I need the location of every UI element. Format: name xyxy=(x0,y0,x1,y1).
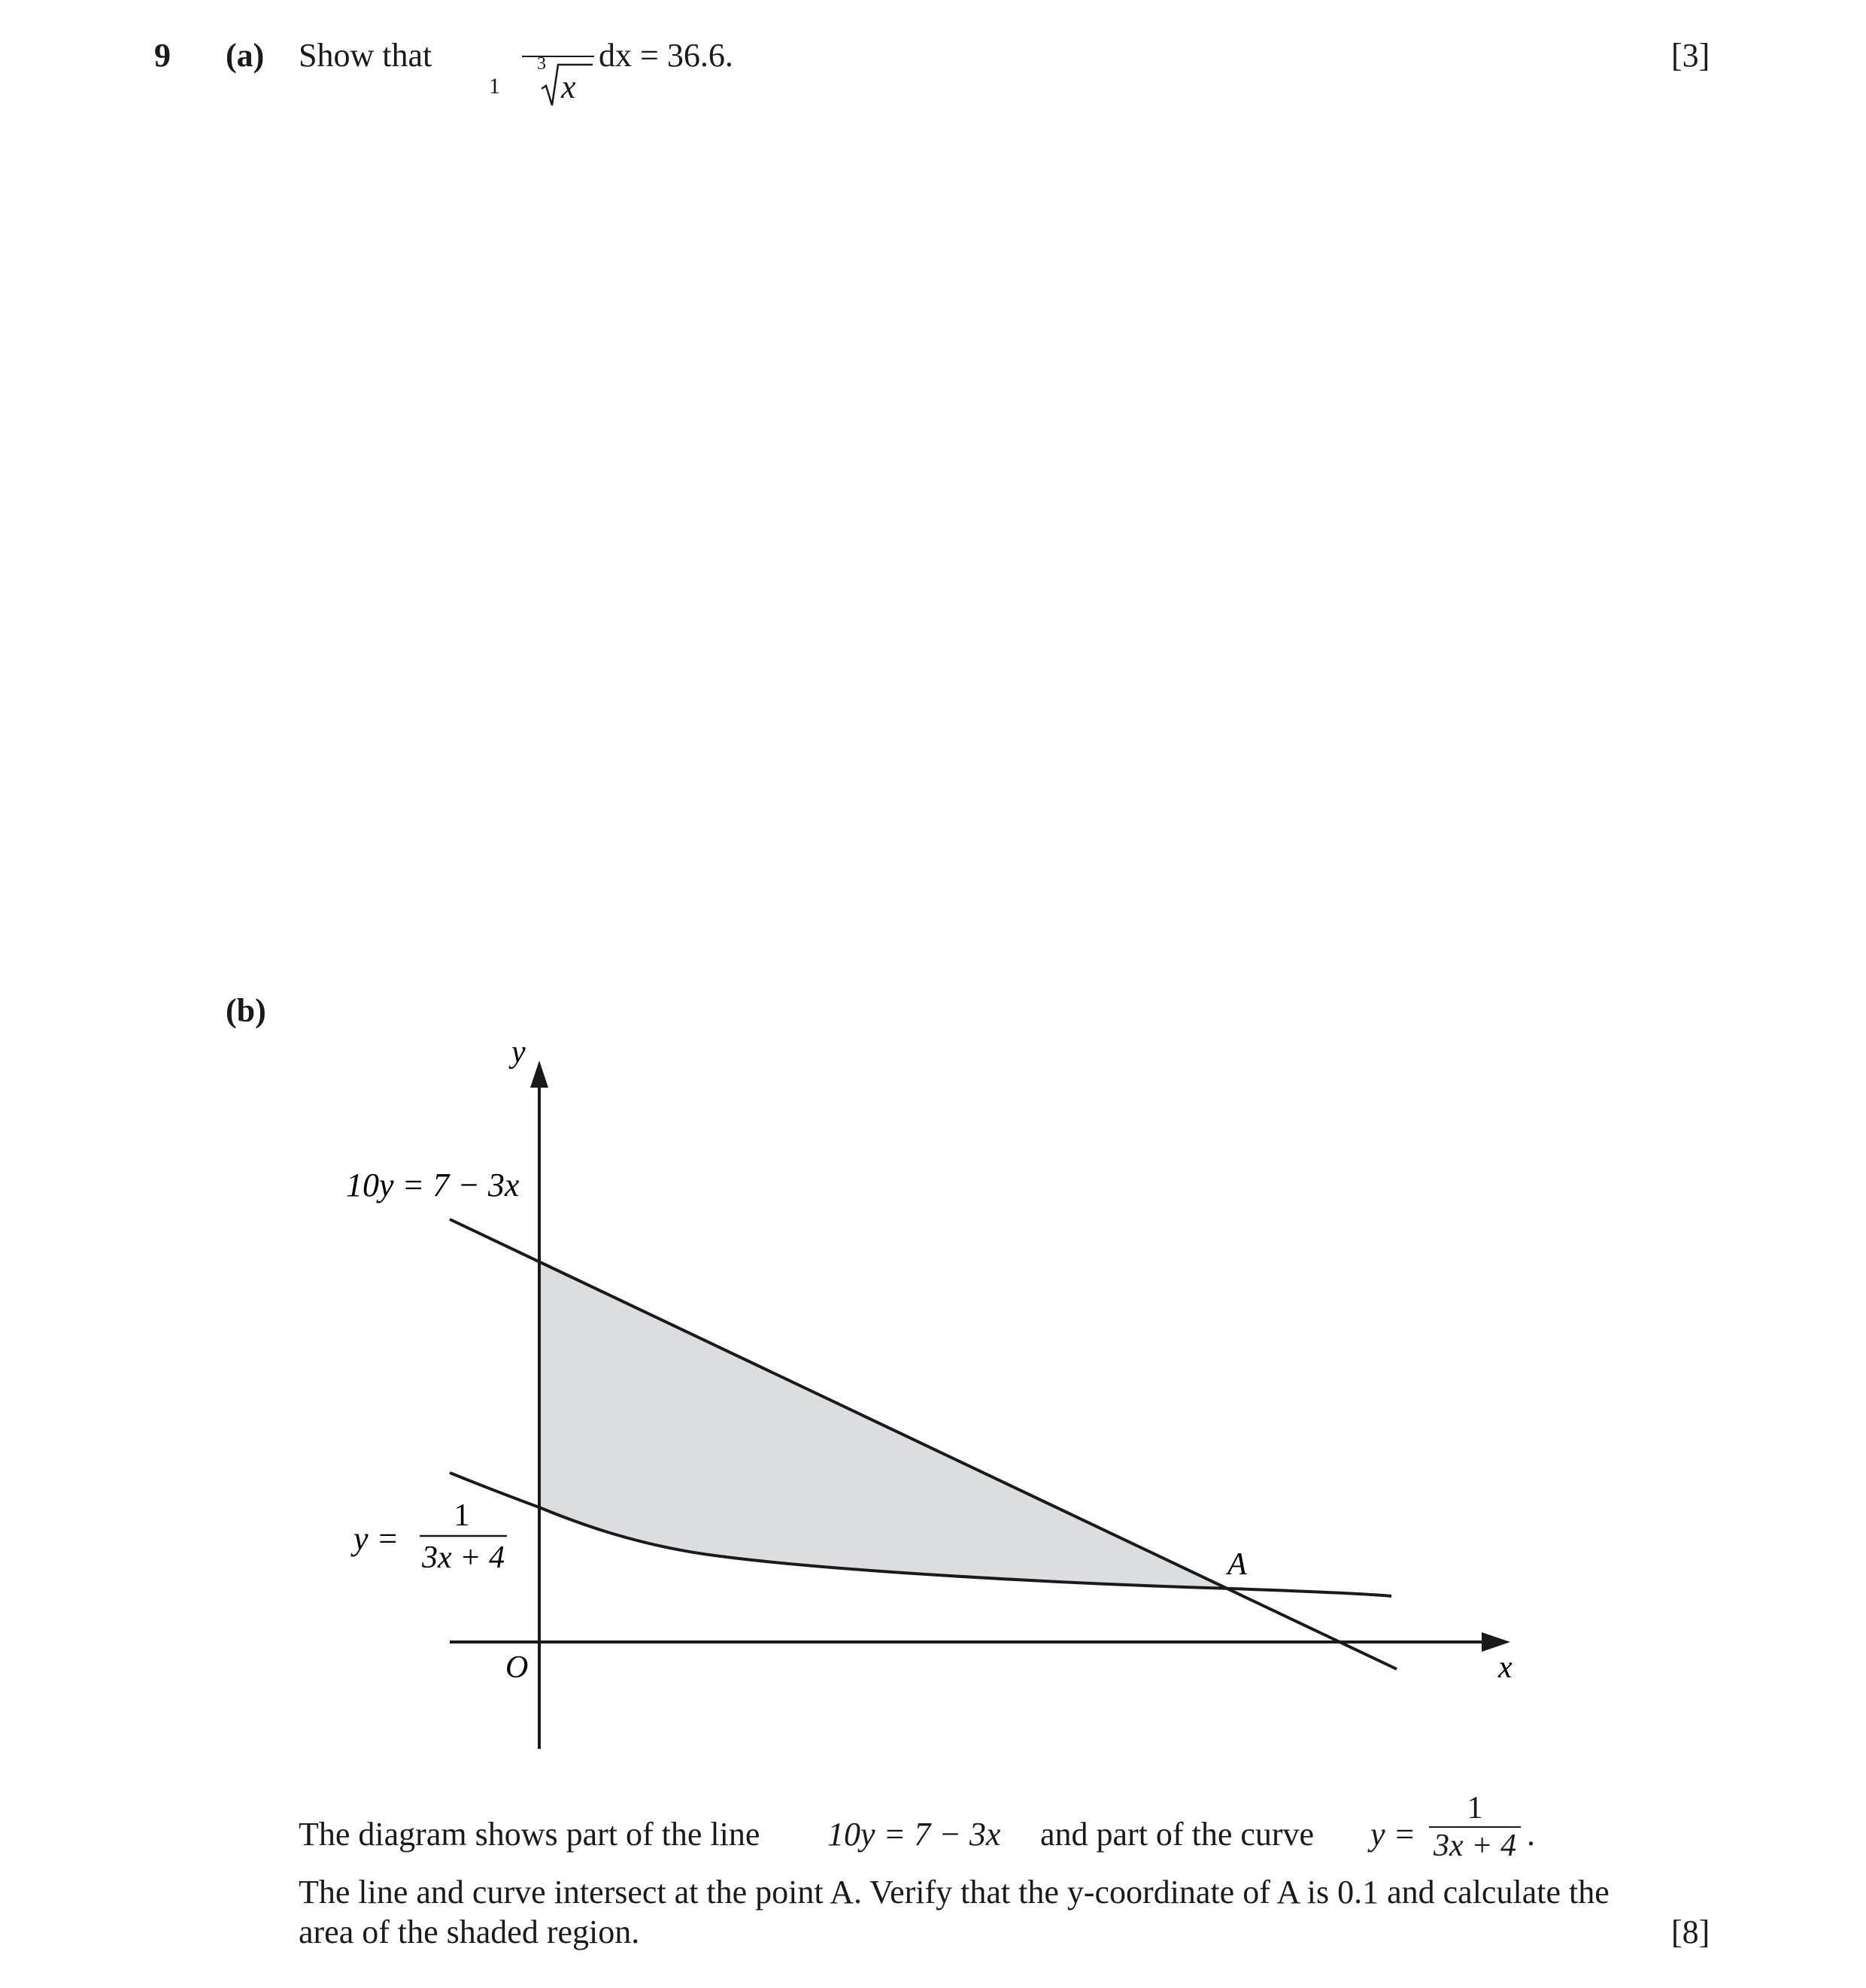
curve-equation-lhs: y = xyxy=(1370,1816,1416,1853)
curve-equation-fraction xyxy=(1429,1790,1521,1864)
part-a-text: Show that xyxy=(299,37,432,74)
part-b-line-equation: 10y = 7 − 3x xyxy=(827,1816,1001,1853)
curve-label-denominator: 3x + 4 xyxy=(422,1540,505,1575)
shaded-region xyxy=(539,1260,1231,1589)
part-b-label: (b) xyxy=(226,992,266,1029)
part-b-line1-text-2: and part of the curve xyxy=(1040,1816,1315,1853)
root-index: 3 xyxy=(537,54,546,74)
y-axis-label: y xyxy=(511,1035,526,1070)
curve-label-numerator: 1 xyxy=(454,1498,470,1533)
root-variable: x xyxy=(561,68,576,105)
curve-equation-denominator: 3x + 4 xyxy=(1434,1829,1516,1863)
part-b-line1-text: The diagram shows part of the line xyxy=(299,1816,760,1853)
curve-equation-numerator: 1 xyxy=(1429,1790,1521,1828)
x-axis-label: x xyxy=(1498,1650,1513,1685)
part-b-line3-text: area of the shaded region. xyxy=(299,1914,640,1950)
marks-part-a: [3] xyxy=(1671,37,1710,74)
point-a-label: A xyxy=(1227,1547,1247,1582)
integral-lower-limit: 1 xyxy=(489,74,500,99)
part-b-line2-text: The line and curve intersect at the point A. Verify that the y-coordinate of A is 0.1 and calculate the xyxy=(299,1874,1610,1911)
part-a-label: (a) xyxy=(226,37,265,74)
question-number: 9 xyxy=(154,37,171,74)
marks-part-b: [8] xyxy=(1671,1914,1710,1950)
curve-equation-period: . xyxy=(1527,1816,1535,1853)
x-axis-arrow-icon xyxy=(1482,1632,1510,1652)
curve-label-lhs: y = xyxy=(353,1520,399,1557)
line-label: 10y = 7 − 3x xyxy=(346,1167,520,1203)
integral-result: dx = 36.6. xyxy=(599,37,733,74)
origin-label: O xyxy=(505,1650,529,1685)
y-axis-arrow-icon xyxy=(530,1061,548,1088)
